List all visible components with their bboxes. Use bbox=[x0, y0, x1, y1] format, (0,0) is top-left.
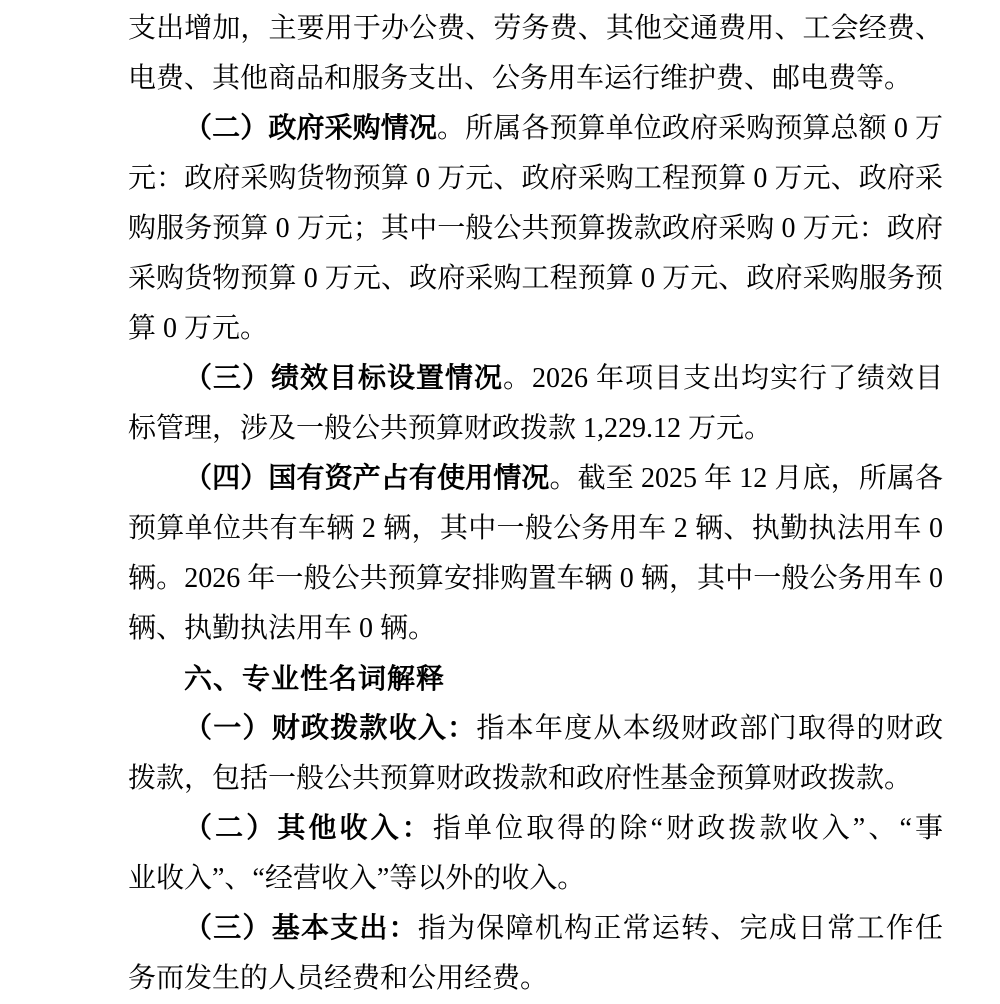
section-4-state-assets-line-4 bbox=[128, 604, 943, 654]
section-title-text: （四）国有资产占有使用情况 bbox=[184, 463, 550, 494]
section-2-gov-procurement-line-3 bbox=[128, 204, 943, 254]
para-expense-increase-line-2 bbox=[128, 54, 943, 104]
term-2-other-income-line-2 bbox=[128, 854, 943, 904]
section-2-gov-procurement-line-1 bbox=[128, 104, 943, 154]
body-text: 支出增加，主要用于办公费、劳务费、其他交通费用、工会经费、 bbox=[128, 13, 943, 44]
section-3-performance-targets-line-1 bbox=[128, 354, 943, 404]
para-expense-increase-line-1 bbox=[128, 4, 943, 54]
section-title-text: （三）绩效目标设置情况 bbox=[184, 363, 503, 394]
body-text: 辆、执勤执法用车 0 辆。 bbox=[128, 613, 437, 644]
section-title-text: 六、专业性名词解释 bbox=[184, 663, 446, 694]
term-2-other-income-line-1 bbox=[128, 804, 943, 854]
term-3-basic-expenditure-line-2 bbox=[128, 954, 943, 1004]
body-text: 指本年度从本级财政部门取得的财政 bbox=[476, 713, 943, 744]
body-text: 务而发生的人员经费和公用经费。 bbox=[128, 963, 549, 994]
body-text: 预算单位共有车辆 2 辆，其中一般公务用车 2 辆、执勤执法用车 0 bbox=[128, 513, 943, 544]
section-title-text: （一）财政拨款收入： bbox=[184, 713, 477, 744]
section-title-text: （二）其他收入： bbox=[184, 813, 433, 844]
body-text: 。所属各预算单位政府采购预算总额 0 万 bbox=[437, 113, 943, 144]
body-text: 购服务预算 0 万元；其中一般公共预算拨款政府采购 0 万元：政府 bbox=[128, 213, 943, 244]
body-text: 辆。2026 年一般公共预算安排购置车辆 0 辆，其中一般公务用车 0 bbox=[128, 563, 943, 594]
body-text: 业收入”、“经营收入”等以外的收入。 bbox=[128, 863, 586, 894]
body-text: 采购货物预算 0 万元、政府采购工程预算 0 万元、政府采购服务预 bbox=[128, 263, 943, 294]
section-2-gov-procurement-line-2 bbox=[128, 154, 943, 204]
body-text: 指单位取得的除“财政拨款收入”、“事 bbox=[432, 813, 943, 844]
term-1-fiscal-appropriation-line-1 bbox=[128, 704, 943, 754]
body-text: 。截至 2025 年 12 月底，所属各 bbox=[549, 463, 943, 494]
body-text: 。2026 年项目支出均实行了绩效目 bbox=[503, 363, 943, 394]
body-text: 电费、其他商品和服务支出、公务用车运行维护费、邮电费等。 bbox=[128, 63, 913, 94]
section-4-state-assets-line-3 bbox=[128, 554, 943, 604]
section-2-gov-procurement-line-4 bbox=[128, 254, 943, 304]
body-text: 算 0 万元。 bbox=[128, 313, 269, 344]
body-text: 标管理，涉及一般公共预算财政拨款 1,229.12 万元。 bbox=[128, 413, 773, 444]
section-4-state-assets-line-2 bbox=[128, 504, 943, 554]
section-3-performance-targets-line-2 bbox=[128, 404, 943, 454]
body-text: 指为保障机构正常运转、完成日常工作任 bbox=[417, 913, 943, 944]
term-3-basic-expenditure-line-1 bbox=[128, 904, 943, 954]
section-title-text: （三）基本支出： bbox=[184, 913, 418, 944]
section-4-state-assets-line-1 bbox=[128, 454, 943, 504]
document-text-block bbox=[128, 4, 943, 1004]
term-1-fiscal-appropriation-line-2 bbox=[128, 754, 943, 804]
section-2-gov-procurement-line-5 bbox=[128, 304, 943, 354]
body-text: 元：政府采购货物预算 0 万元、政府采购工程预算 0 万元、政府采 bbox=[128, 163, 943, 194]
section-title-text: （二）政府采购情况 bbox=[184, 113, 437, 144]
chapter-6-heading bbox=[128, 654, 943, 704]
body-text: 拨款，包括一般公共预算财政拨款和政府性基金预算财政拨款。 bbox=[128, 763, 913, 794]
